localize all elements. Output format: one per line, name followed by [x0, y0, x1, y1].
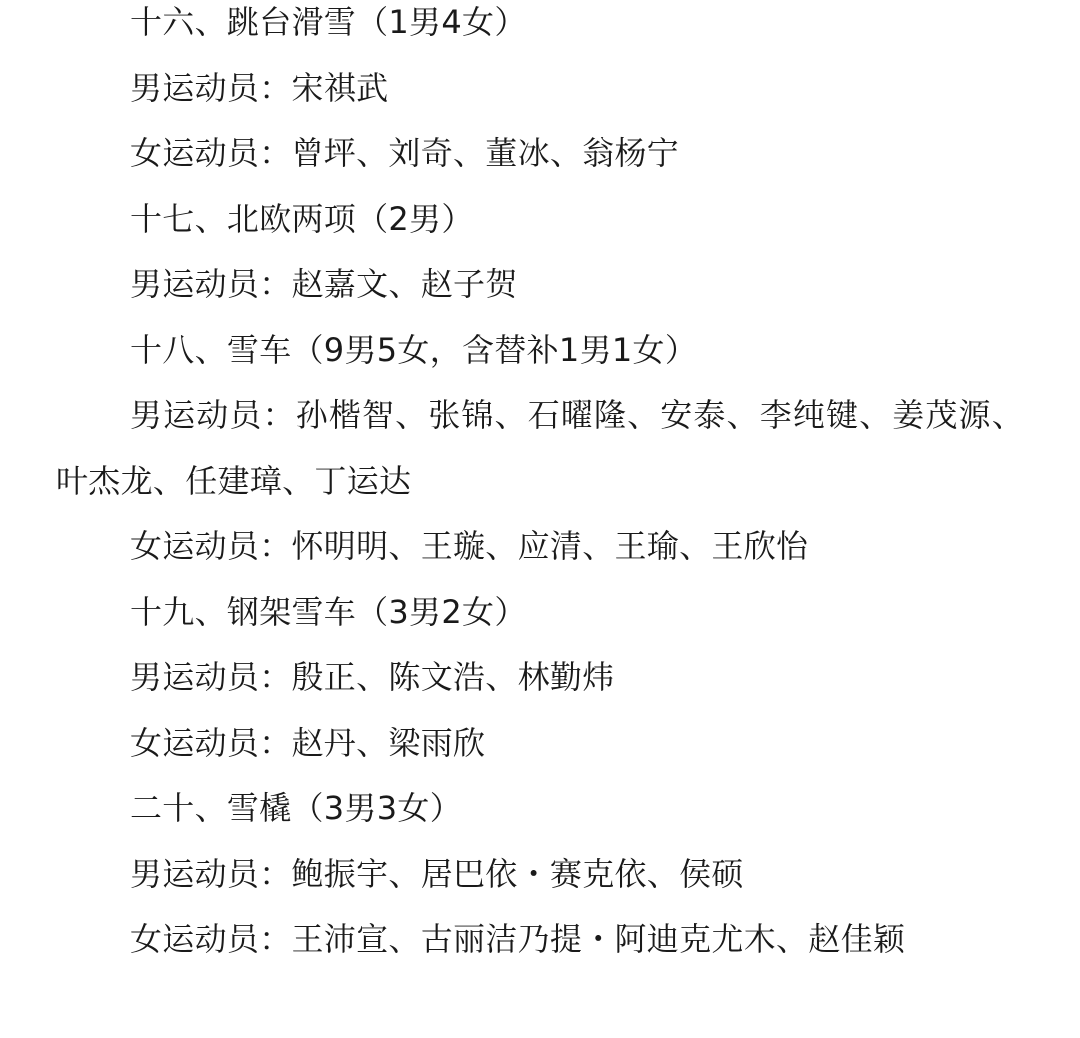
section-heading-skeleton: 十九、钢架雪车（3男2女） [130, 592, 527, 631]
section-heading-luge: 二十、雪橇（3男3女） [130, 789, 463, 827]
luge-women: 女运动员：王沛宣、古丽洁乃提・阿迪克尤木、赵佳颖 [130, 920, 906, 958]
section-heading-ski-jumping: 十六、跳台滑雪（1男4女） [130, 3, 527, 41]
ski-jumping-men: 男运动员：宋祺武 [130, 68, 389, 107]
nordic-combined-men: 男运动员：赵嘉文、赵子贺 [130, 265, 518, 303]
bobsleigh-women: 女运动员：怀明明、王璇、应清、王瑜、王欣怡 [130, 527, 809, 565]
bobsleigh-men: 男运动员：孙楷智、张锦、石曜隆、安泰、李纯键、姜茂源、叶杰龙、任建璋、丁运达 [56, 396, 1024, 500]
section-heading-bobsleigh: 十八、雪车（9男5女，含替补1男1女） [130, 330, 698, 369]
skeleton-women: 女运动员：赵丹、梁雨欣 [130, 723, 486, 762]
luge-men: 男运动员：鲍振宇、居巴依・赛克依、侯硕 [130, 854, 744, 893]
skeleton-men: 男运动员：殷正、陈文浩、林勤炜 [130, 658, 615, 696]
section-heading-nordic-combined: 十七、北欧两项（2男） [130, 199, 474, 238]
ski-jumping-women: 女运动员：曾坪、刘奇、董冰、翁杨宁 [130, 134, 680, 172]
